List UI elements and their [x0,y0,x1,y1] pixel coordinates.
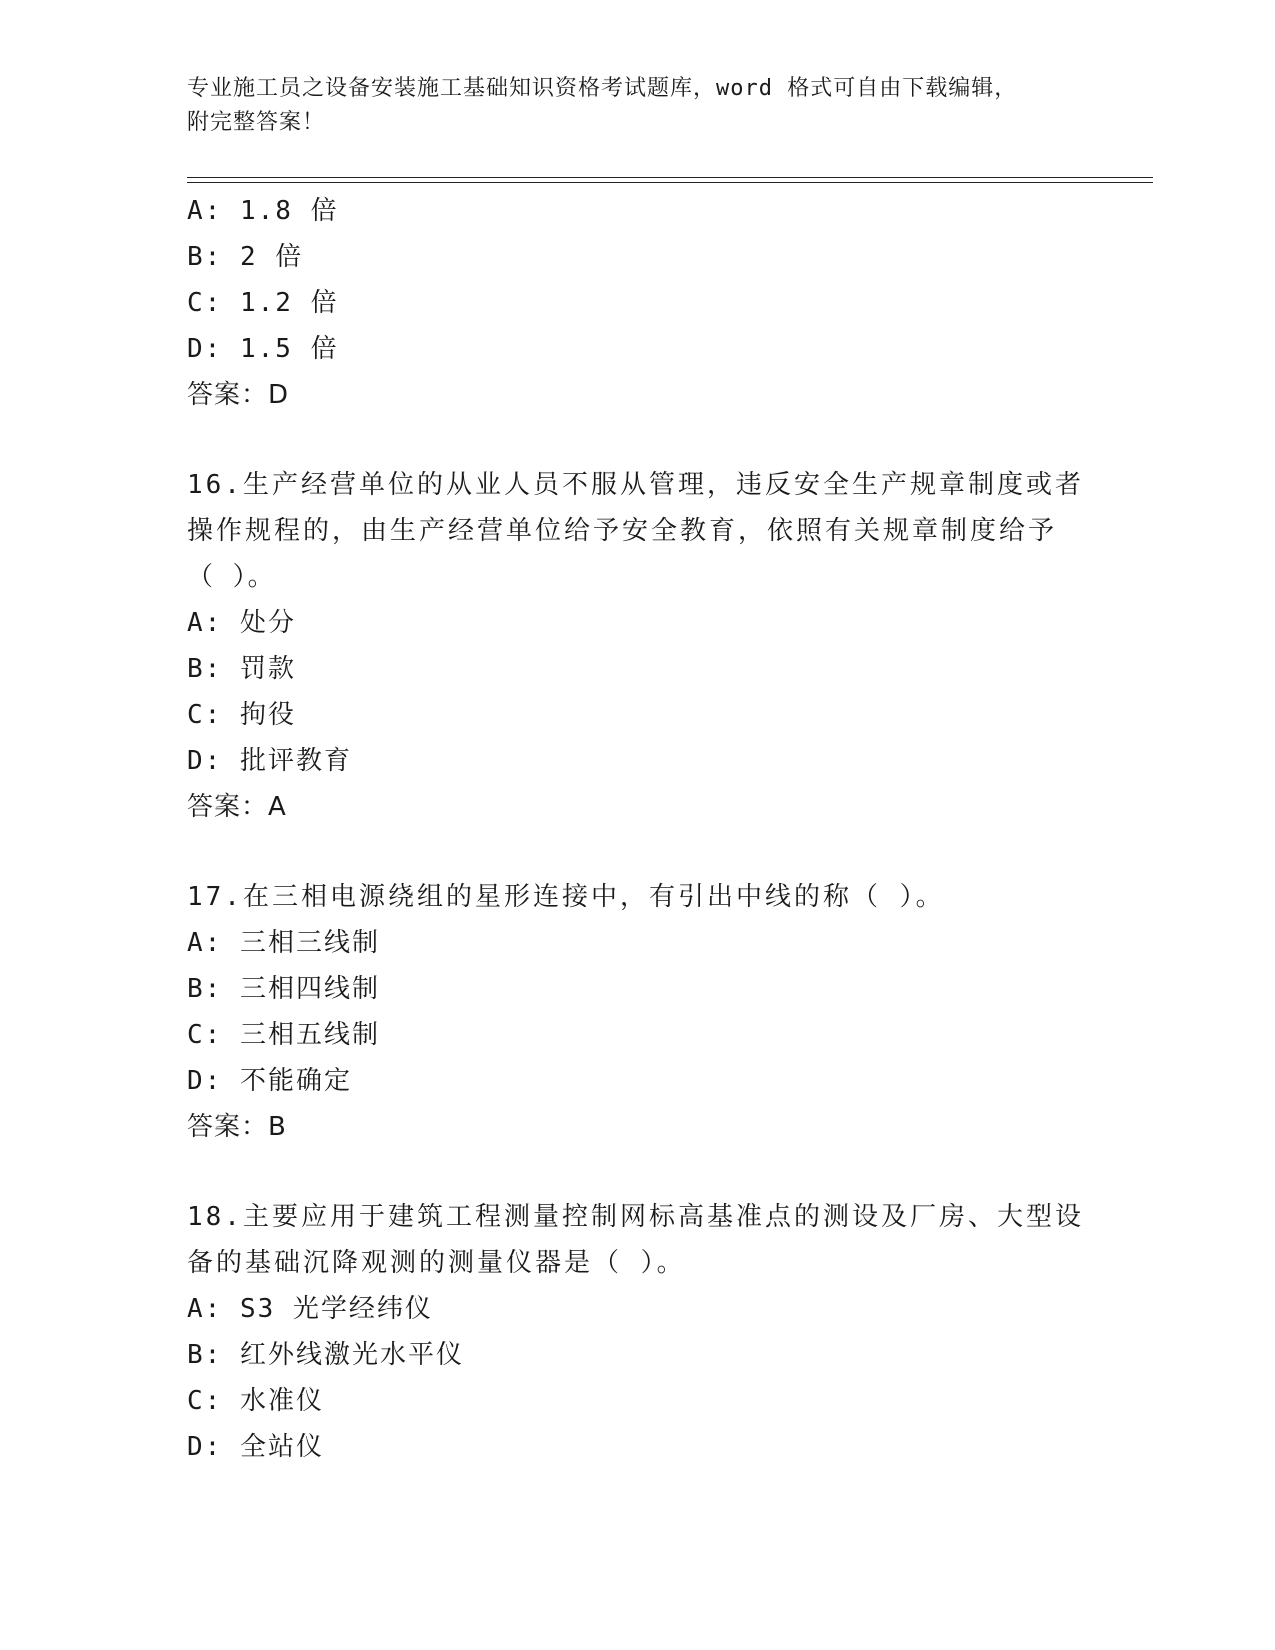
option-d: D: 不能确定 [187,1066,352,1096]
option-a: A: 处分 [187,608,296,638]
answer: 答案：D [187,380,290,410]
option-a: A: 1.8 倍 [187,196,339,226]
question-list [187,188,1087,1470]
question-18 [187,1194,1087,1470]
header-line-1: 专业施工员之设备安装施工基础知识资格考试题库，word 格式可自由下载编辑， [187,76,1018,101]
question-16 [187,462,1087,830]
option-d: D: 1.5 倍 [187,334,339,364]
option-b: B: 2 倍 [187,242,304,272]
option-c: C: 三相五线制 [187,1020,380,1050]
option-a: A: 三相三线制 [187,928,380,958]
option-b: B: 三相四线制 [187,974,380,1004]
option-c: C: 1.2 倍 [187,288,339,318]
question-17 [187,874,1087,1150]
header-divider-top [187,177,1153,178]
question-text-line-1: 16.生产经营单位的从业人员不服从管理，违反安全生产规章制度或者 [187,470,1084,500]
document-header [187,72,1067,140]
option-b: B: 红外线激光水平仪 [187,1340,464,1370]
question-text-line-1: 17.在三相电源绕组的星形连接中，有引出中线的称（ ）。 [187,882,945,912]
option-b: B: 罚款 [187,654,296,684]
question-text-line-2: 操作规程的，由生产经营单位给予安全教育，依照有关规章制度给予 [187,516,1058,546]
option-c: C: 水准仪 [187,1386,324,1416]
answer: 答案：A [187,792,287,822]
question-text-line-3: （ ）。 [187,562,276,592]
option-d: D: 批评教育 [187,746,352,776]
answer: 答案：B [187,1112,287,1142]
header-divider-bottom [187,182,1153,183]
option-a: A: S3 光学经纬仪 [187,1294,433,1324]
question-text-line-1: 18.主要应用于建筑工程测量控制网标高基准点的测设及厂房、大型设 [187,1202,1084,1232]
option-d: D: 全站仪 [187,1432,324,1462]
option-c: C: 拘役 [187,700,296,730]
question-text-line-2: 备的基础沉降观测的测量仪器是（ ）。 [187,1248,686,1278]
question-15 [187,188,1087,418]
header-line-2: 附完整答案！ [187,110,326,135]
